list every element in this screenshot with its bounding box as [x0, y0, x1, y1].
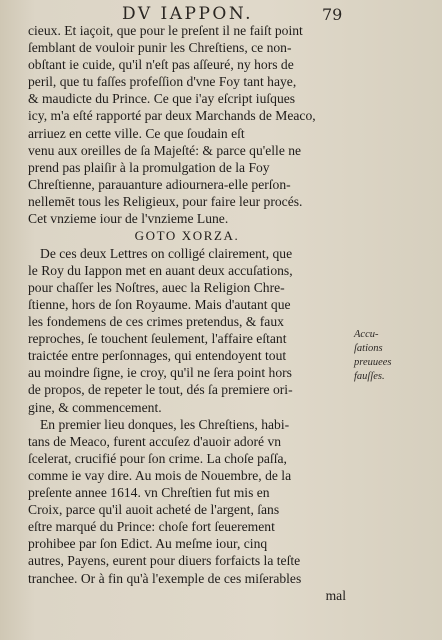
- text-line: ſtienne, hors de ſon Royaume. Mais d'autant que: [28, 297, 291, 312]
- text-line: Cet vnzieme iour de l'vnzieme Lune.: [28, 211, 229, 227]
- marginal-note-line: ſations: [354, 343, 383, 354]
- catchword: mal: [325, 587, 346, 603]
- marginal-note-line: Accu-: [354, 329, 379, 340]
- text-line: & maudicte du Prince. Ce que i'ay eſcript iuſques: [28, 91, 296, 107]
- text-line: prohibee par ſon Edict. Au meſme iour, cinq: [28, 536, 268, 552]
- text-line: pour chaſſer les Noſtres, auec la Religion Chre-: [28, 279, 285, 295]
- running-head: DV IAPPON.: [122, 4, 254, 24]
- body-text: [28, 22, 346, 604]
- text-line: arriuez en cette ville. Ce que ſoudain eſt: [28, 125, 245, 141]
- marginal-note-line: fauſſes.: [354, 371, 385, 382]
- text-line: les fondemens de ces crimes pretendus, & faux: [28, 314, 284, 330]
- page-number: 79: [322, 5, 343, 24]
- text-line: autres, Payens, eurent pour diuers forfaicts la teſte: [28, 553, 301, 569]
- text-line: ſemblant de vouloir punir les Chreſtiens, ce non-: [28, 40, 292, 56]
- text-line: icy, m'a eſté rapporté par deux Marchands de Meaco,: [28, 108, 316, 124]
- text-line: tans de Meaco, furent accuſez d'auoir adoré vn: [28, 433, 282, 449]
- text-line: venu aux oreilles de ſa Majeſté: & parce qu'elle ne: [28, 142, 302, 158]
- text-line: tranchee. Or à fin qu'à l'exemple de ces miſerables: [28, 570, 302, 586]
- text-line: En premier lieu donques, les Chreſtiens, habi-: [40, 416, 290, 432]
- text-line: cieux. Et iaçoit, que pour le preſent il ne faiſt point: [28, 23, 303, 38]
- marginal-note: [354, 328, 434, 384]
- letter-ending-paragraph: [28, 22, 346, 227]
- text-line: comme ie vay dire. Au mois de Nouembre, de la: [28, 467, 292, 483]
- text-line: De ces deux Lettres on colligé clairement, que: [40, 245, 293, 261]
- letter-signature: GOTO XORZA.: [134, 228, 240, 244]
- text-line: obſtant ie cuide, qu'il n'eſt pas aſſeuré, ny hors de: [28, 57, 294, 73]
- text-line: nellemēt tous les Religieux, pour faire leur procés.: [28, 193, 303, 209]
- text-line: ſcelerat, crucifié pour ſon crime. La choſe paſſa,: [28, 450, 287, 466]
- text-line: reproches, ſe touchent ſeulement, l'affaire eſtant: [28, 331, 287, 347]
- narrative-paragraph: [28, 416, 346, 604]
- commentary-paragraph: [28, 245, 346, 416]
- text-line: Croix, parce qu'il auoit acheté de l'argent, ſans: [28, 502, 280, 518]
- text-line: de propos, de repeter le tout, dés ſa premiere ori-: [28, 382, 293, 398]
- text-line: preſente annee 1614. vn Chreſtien fut mis en: [28, 485, 270, 501]
- text-line: Chreſtienne, parauanture adiournera-elle perſon-: [28, 176, 291, 192]
- text-line: prend pas plaiſir à la promulgation de la Foy: [28, 159, 270, 175]
- marginal-note-line: preuuees: [354, 357, 392, 368]
- text-line: au moindre ſigne, ie croy, qu'il ne ſera point hors: [28, 365, 292, 381]
- text-line: eſtre marqué du Prince: choſe fort ſeuerement: [28, 519, 275, 535]
- text-line: peril, que tu faſſes profeſſion d'vne Foy tant haye,: [28, 74, 297, 90]
- page-header: [0, 4, 442, 24]
- text-line: traictée entre perſonnages, qui entendoyent tout: [28, 348, 287, 364]
- text-line: le Roy du Iappon met en auant deux accuſations,: [28, 262, 293, 278]
- text-line: gine, & commencement.: [28, 399, 162, 415]
